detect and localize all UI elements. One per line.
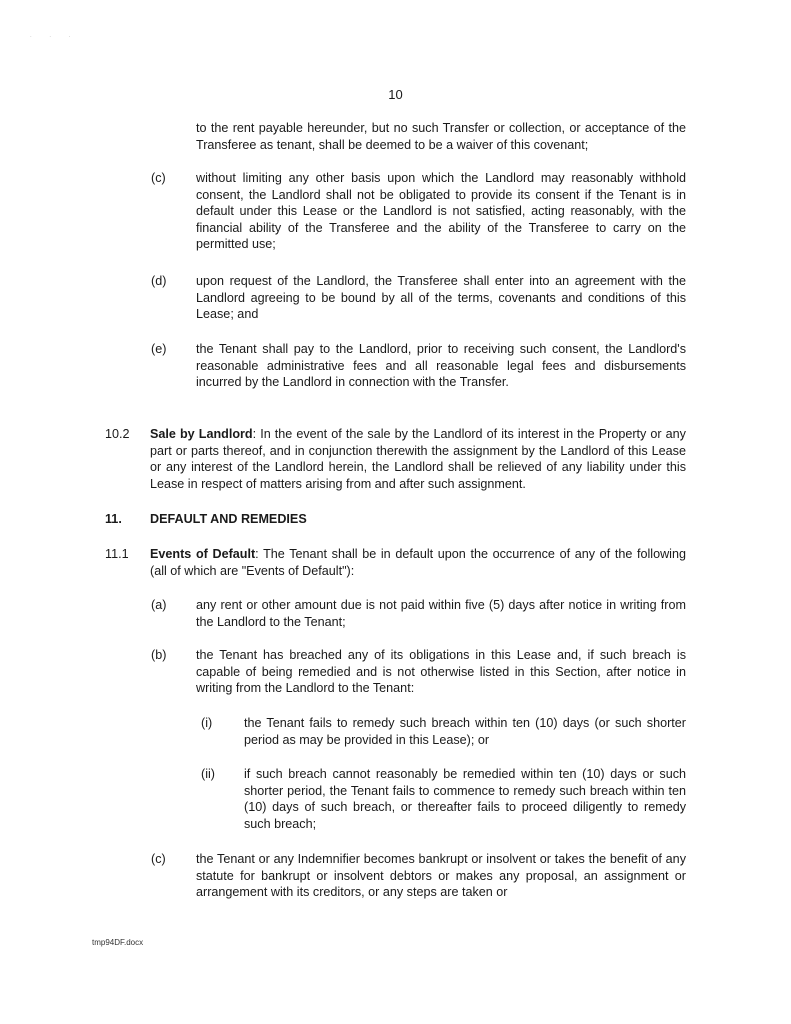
item-label: (a) <box>151 598 167 612</box>
item-label: (e) <box>151 342 167 356</box>
section-text: : In the event of the sale by the Landlord of its interest in the Property or any part or parts thereof, and in conjunction therewith the assignment by the Landlord of this Lease or any interest of the Landlord herein, the Landlord shall be relieved of any liability under this Lease in respect of matters arising from and after such assignment. <box>150 427 686 491</box>
list-item: upon request of the Landlord, the Transferee shall enter into an agreement with the Landlord agreeing to be bound by all of the terms, covenants and conditions of this Lease; and <box>196 274 686 322</box>
section-number: 10.2 <box>105 427 130 441</box>
list-item: the Tenant shall pay to the Landlord, prior to receiving such consent, the Landlord's reasonable administrative fees and all reasonable legal fees and disbursements incurred by the Landlord in connection with the Transfer. <box>196 342 686 390</box>
section-10-2-paragraph <box>150 426 686 492</box>
list-item: any rent or other amount due is not paid within five (5) days after notice in writing from the Landlord to the Tenant; <box>196 598 686 629</box>
section-title: Events of Default <box>150 547 256 561</box>
item-label: (c) <box>151 852 166 866</box>
page-number: 10 <box>388 87 403 102</box>
list-item: the Tenant has breached any of its obligations in this Lease and, if such breach is capable of being remedied and is not otherwise listed in this Section, after notice in writing from the Landlord to the Tenant: <box>196 648 686 696</box>
section-text: : The Tenant shall be in default upon the occurrence of any of the following (all of which are "Events of Default"): <box>150 547 686 578</box>
subitem-label: (ii) <box>201 767 215 781</box>
list-item: the Tenant or any Indemnifier becomes bankrupt or insolvent or takes the benefit of any statute for bankrupt or insolvent debtors or makes any proposal, an assignment or arrangement with its creditors, or any steps are taken or <box>196 852 686 900</box>
sub-list-item: if such breach cannot reasonably be remedied within ten (10) days or such shorter period, the Tenant fails to commence to remedy such breach within ten (10) days of such breach, or thereafter fails to proceed diligently to remedy such breach; <box>244 767 686 831</box>
sub-list-item: the Tenant fails to remedy such breach within ten (10) days (or such shorter period as may be provided in this Lease); or <box>244 716 686 747</box>
scan-marks: . . . <box>30 33 79 39</box>
section-title: Sale by Landlord <box>150 427 253 441</box>
section-11-1-paragraph <box>150 546 686 579</box>
item-label: (d) <box>151 274 167 288</box>
footer-filename: tmp94DF.docx <box>92 938 144 947</box>
subitem-label: (i) <box>201 716 213 730</box>
item-label: (c) <box>151 171 166 185</box>
section-number: 11. <box>105 512 122 526</box>
list-item: without limiting any other basis upon which the Landlord may reasonably withhold consent, the Landlord shall not be obligated to provide its consent if the Tenant is in default under this Lease or the Landlord is not satisfied, acting reasonably, with the financial ability of the Transferee and the ability of the Transferee to carry on the permitted use; <box>196 171 686 252</box>
item-label: (b) <box>151 648 167 662</box>
continuation-paragraph: to the rent payable hereunder, but no such Transfer or collection, or acceptance of the Transferee as tenant, shall be deemed to be a waiver of this covenant; <box>196 121 686 152</box>
section-heading: DEFAULT AND REMEDIES <box>150 512 307 526</box>
section-number: 11.1 <box>105 547 129 561</box>
